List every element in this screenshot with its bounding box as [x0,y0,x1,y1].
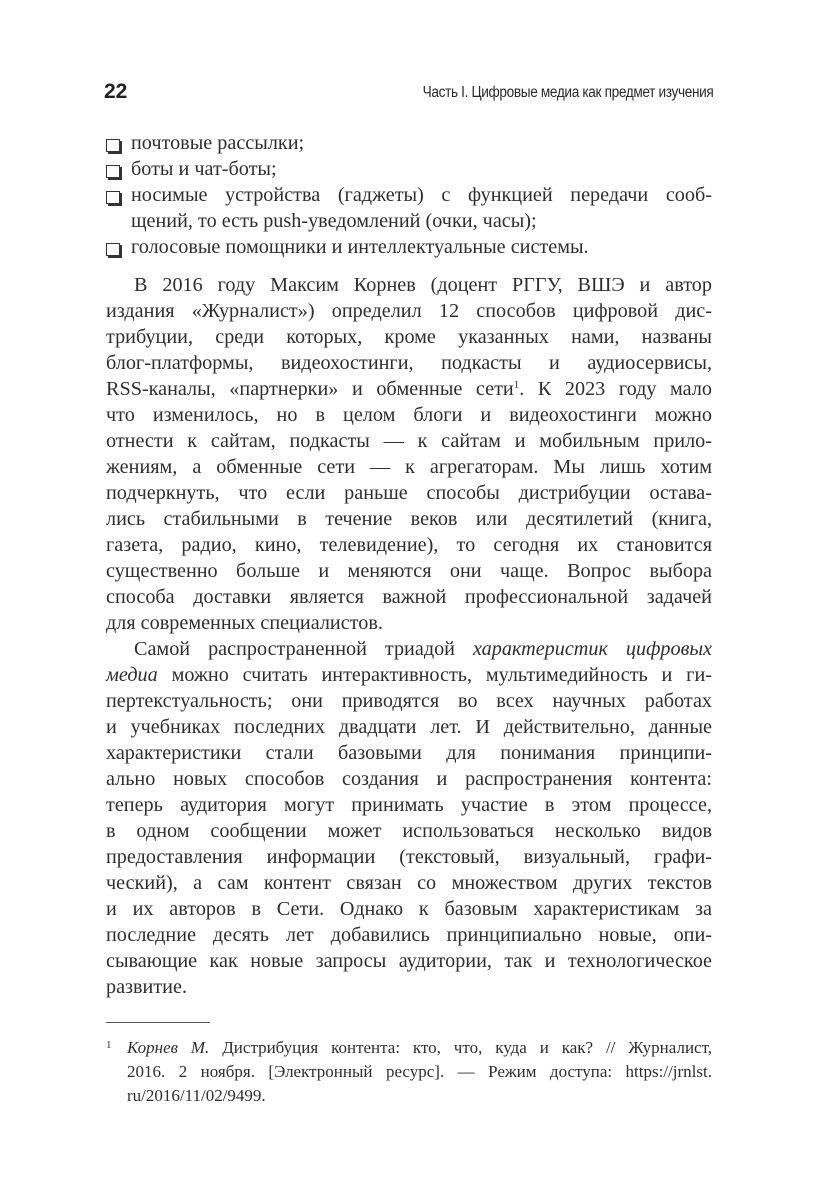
text-line: трибуции, среди которых, кроме указанных нами, названы [106,326,712,348]
text-segment: можно считать интерактивность, мультимедийность и ги- [157,664,712,686]
footnote-url-line[interactable]: ru/2016/11/02/9499. [127,1086,266,1105]
checkbox-bullet-icon [106,139,120,152]
text-line: блог-платформы, видеохостинги, подкасты и аудиосервисы, [106,352,712,374]
text-line: издания «Журналист») определил 12 способов цифровой дис- [106,300,712,322]
footnote-author: Корнев М. [127,1038,210,1057]
text-line [134,636,712,662]
list-item-continuation: щений, то есть push-уведомлений (очки, часы); [131,210,537,232]
page-number: 22 [104,80,128,103]
footnote-reference[interactable]: 1 [513,379,520,391]
text-line: в одном сообщении может использоваться несколько видов [106,820,712,842]
text-line: газета, радио, кино, телевидение), то сегодня их становится [106,534,712,556]
footnote-number: 1 [106,1039,112,1051]
list-item: голосовые помощники и интеллектуальные системы. [131,236,589,258]
text-segment: Дистрибуция контента: кто, что, куда и как? // Журналист, [209,1038,713,1057]
checkbox-bullet-icon [106,191,120,204]
footnote-line [127,1036,712,1060]
list-item: носимые устройства (гаджеты) с функцией передачи сооб- [131,184,712,206]
text-line: существенно больше и меняются они чаще. Вопрос выбора [106,560,712,582]
footnote-divider [106,1022,210,1023]
text-line: предоставления информации (текстовый, визуальный, графи- [106,846,712,868]
text-line: что изменилось, но в целом блоги и видеохостинги можно [106,404,712,426]
emphasis-term: медиа [106,664,158,686]
text-line: лись стабильными в течение веков или десятилетий (книга, [106,508,712,530]
text-segment: Самой распространенной триадой [134,638,473,660]
list-item: почтовые рассылки; [131,132,305,154]
text-line: подчеркнуть, что если раньше способы дистрибуции остава- [106,482,712,504]
text-line: сывающие как новые запросы аудитории, так и технологическое [106,950,712,972]
text-line: теперь аудитория могут принимать участие в этом процессе, [106,794,712,816]
footnote-line: 2016. 2 ноября. [Электронный ресурс]. — Режим доступа: https://jrnlst. [127,1062,712,1081]
text-line: развитие. [106,976,187,998]
text-line: и их авторов в Сети. Однако к базовым характеристикам за [106,898,712,920]
running-head: Часть I. Цифровые медиа как предмет изучения [422,84,713,101]
text-line [106,376,712,402]
text-line: характеристики стали базовыми для понимания принципи- [106,742,712,764]
text-segment: RSS-каналы, «партнерки» и обменные сети [106,378,514,400]
checkbox-bullet-icon [106,243,120,256]
text-line: ально новых способов создания и распространения контента: [106,768,712,790]
text-line: для современных специалистов. [106,612,383,634]
text-line: В 2016 году Максим Корнев (доцент РГГУ, ВШЭ и автор [134,274,712,296]
text-line: способа доставки является важной профессиональной задачей [106,586,712,608]
text-line: отнести к сайтам, подкасты — к сайтам и мобильным прило- [106,430,712,452]
checkbox-bullet-icon [106,165,120,178]
text-line: и учебниках последних двадцати лет. И действительно, данные [106,716,712,738]
text-line: последние десять лет добавились принципиально новые, опи- [106,924,712,946]
text-line: пертекстуальность; они приводятся во всех научных работах [106,690,712,712]
emphasis-term: характеристик цифровых [472,638,712,660]
text-line: ческий), а сам контент связан со множеством других текстов [106,872,712,894]
text-segment: . К 2023 году мало [519,378,712,400]
list-item: боты и чат-боты; [131,158,277,180]
text-line: жениям, а обменные сети — к агрегаторам. Мы лишь хотим [106,456,712,478]
text-line [106,662,712,688]
